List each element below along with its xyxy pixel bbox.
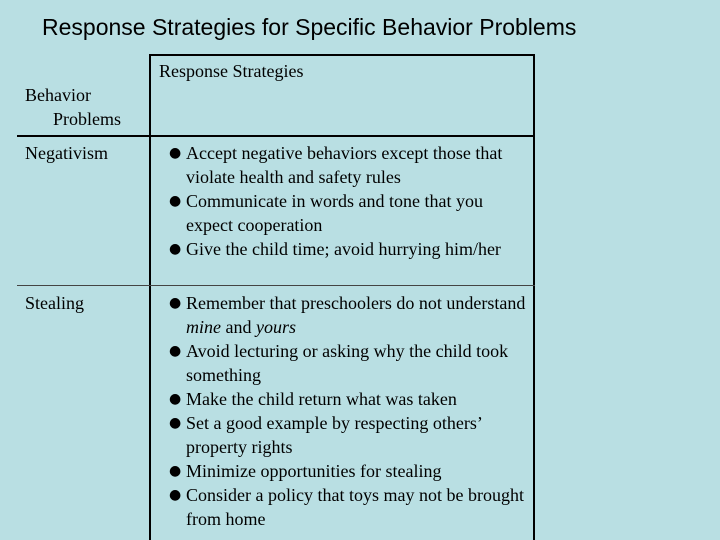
bullet-icon: ● — [169, 241, 182, 257]
list-item: ● Minimize opportunities for stealing — [169, 461, 442, 481]
list-item: ● Communicate in words and tone that you expect cooperation — [169, 191, 483, 235]
list-item: ● Remember that preschoolers do not understand mine and yours — [169, 293, 526, 337]
list-item: ● Make the child return what was taken — [169, 389, 457, 409]
bullet-icon: ● — [169, 391, 182, 407]
bullet-icon: ● — [169, 415, 182, 431]
list-item: ● Consider a policy that toys may not be brought from home — [169, 485, 524, 529]
row-label-negativism: Negativism — [25, 143, 108, 163]
list-item: ● Give the child time; avoid hurrying him/her — [169, 239, 501, 259]
header-behavior-line2: Problems — [53, 109, 122, 129]
list-item: ● Accept negative behaviors except those that violate health and safety rules — [169, 143, 503, 187]
bullet-icon: ● — [169, 193, 182, 209]
column-divider — [149, 54, 151, 540]
bullet-icon: ● — [169, 145, 182, 161]
bullet-icon: ● — [169, 343, 182, 359]
strategy-table — [17, 54, 535, 540]
table-right-border — [533, 54, 535, 540]
slide-title: Response Strategies for Specific Behavior Problems — [42, 14, 577, 40]
row-label-stealing: Stealing — [25, 293, 84, 313]
bullet-icon: ● — [169, 463, 182, 479]
header-behavior-line1: Behavior — [25, 85, 91, 105]
header-behavior-problems — [25, 83, 121, 131]
stealing-strategies — [167, 291, 529, 531]
header-response-strategies: Response Strategies — [159, 61, 304, 81]
list-item: ● Set a good example by respecting others’ property rights — [169, 413, 482, 457]
header-bottom-border — [17, 135, 535, 137]
bullet-icon: ● — [169, 295, 182, 311]
negativism-strategies — [167, 141, 529, 261]
list-item: ● Avoid lecturing or asking why the child took something — [169, 341, 509, 385]
header-top-border — [149, 54, 535, 56]
row-divider — [17, 285, 535, 286]
bullet-icon: ● — [169, 487, 182, 503]
